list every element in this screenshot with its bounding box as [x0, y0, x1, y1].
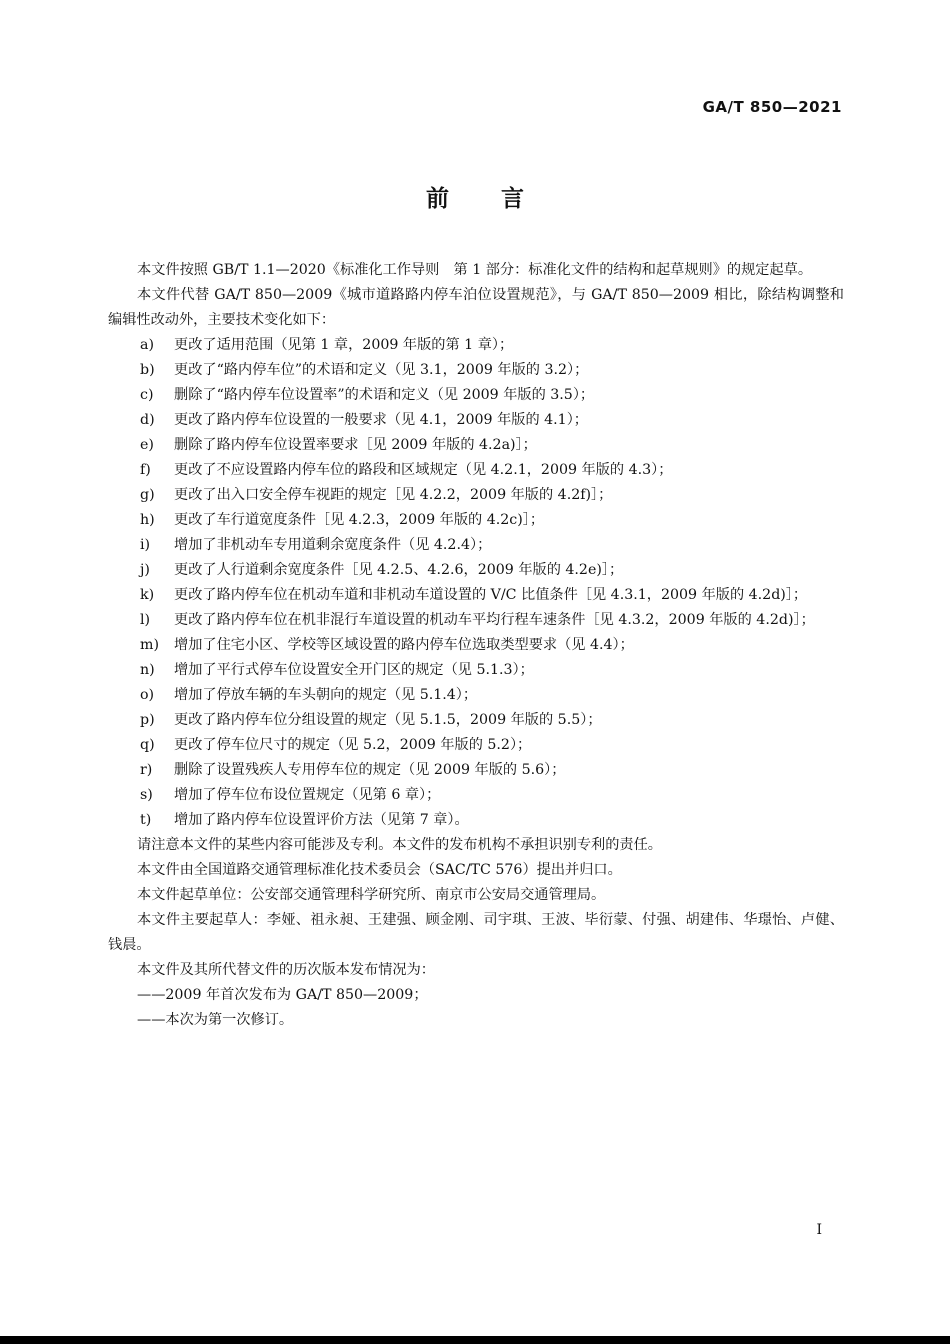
list-item	[108, 533, 844, 558]
list-item	[108, 358, 844, 383]
list-marker: i)	[140, 537, 151, 553]
list-item-text: 更改了路内停车位在机动车道和非机动车道设置的 V/C 比值条件［见 4.3.1，2009 年版的 4.2d)］；	[174, 587, 808, 603]
list-item-text: 删除了设置残疾人专用停车位的规定（见 2009 年版的 5.6）；	[174, 762, 566, 778]
list-marker: k)	[140, 587, 155, 603]
paragraph-replacement: 本文件代替 GA/T 850—2009《城市道路路内停车泊位设置规范》，与 GA/T 850—2009 相比，除结构调整和编辑性改动外，主要技术变化如下：	[108, 287, 844, 328]
list-item-text: 更改了出入口安全停车视距的规定［见 4.2.2，2009 年版的 4.2f)］；	[174, 487, 613, 503]
list-item	[108, 808, 844, 833]
list-marker: t)	[140, 812, 152, 828]
list-marker: r)	[140, 762, 153, 778]
list-item	[108, 633, 844, 658]
list-item	[108, 383, 844, 408]
list-marker: d)	[140, 412, 155, 428]
list-marker: o)	[140, 687, 155, 703]
history-item: ——2009 年首次发布为 GA/T 850—2009；	[137, 987, 428, 1003]
bottom-border	[0, 1336, 950, 1344]
list-marker: h)	[140, 512, 155, 528]
list-marker: a)	[140, 337, 154, 353]
paragraph-history-intro: 本文件及其所代替文件的历次版本发布情况为：	[137, 962, 435, 978]
paragraph-drafters: 本文件主要起草人：李娅、祖永昶、王建强、顾金刚、司宇琪、王波、毕衍蒙、付强、胡建伟、华璟怡、卢健、钱晨。	[108, 912, 844, 953]
list-item-text: 更改了不应设置路内停车位的路段和区域规定（见 4.2.1，2009 年版的 4.3）；	[174, 462, 673, 478]
list-item-text: 更改了路内停车位设置的一般要求（见 4.1，2009 年版的 4.1）；	[174, 412, 588, 428]
list-marker: g)	[140, 487, 155, 503]
list-marker: b)	[140, 362, 155, 378]
list-item	[108, 708, 844, 733]
list-item	[108, 658, 844, 683]
list-marker: m)	[140, 637, 159, 653]
list-item-text: 增加了停放车辆的车头朝向的规定（见 5.1.4）；	[174, 687, 478, 703]
list-marker: e)	[140, 437, 154, 453]
paragraph-drafting-units: 本文件起草单位：公安部交通管理科学研究所、南京市公安局交通管理局。	[137, 887, 606, 903]
list-marker: j)	[140, 562, 150, 578]
list-item	[108, 608, 844, 633]
list-item-text: 更改了停车位尺寸的规定（见 5.2，2009 年版的 5.2）；	[174, 737, 532, 753]
list-marker: l)	[140, 612, 151, 628]
list-marker: q)	[140, 737, 155, 753]
list-item-text: 删除了路内停车位设置率要求［见 2009 年版的 4.2a)］；	[174, 437, 537, 453]
list-item-text: 增加了停车位布设位置规定（见第 6 章）；	[174, 787, 441, 803]
document-body	[108, 258, 844, 1033]
paragraph-patent-notice: 请注意本文件的某些内容可能涉及专利。本文件的发布机构不承担识别专利的责任。	[137, 837, 662, 853]
list-item	[108, 758, 844, 783]
paragraph-drafting-basis: 本文件按照 GB/T 1.1—2020《标准化工作导则 第 1 部分：标准化文件的结构和起草规则》的规定起草。	[137, 262, 813, 278]
list-item	[108, 583, 844, 608]
list-item	[108, 783, 844, 808]
paragraph-proposer: 本文件由全国道路交通管理标准化技术委员会（SAC/TC 576）提出并归口。	[137, 862, 622, 878]
list-item	[108, 333, 844, 358]
list-item-text: 增加了非机动车专用道剩余宽度条件（见 4.2.4）；	[174, 537, 492, 553]
list-marker: c)	[140, 387, 154, 403]
list-item	[108, 458, 844, 483]
list-item	[108, 508, 844, 533]
list-item-text: 更改了路内停车位在机非混行车道设置的机动车平均行程车速条件［见 4.3.2，2009 年版的 4.2d)］；	[174, 612, 815, 628]
list-item-text: 更改了人行道剩余宽度条件［见 4.2.5、4.2.6，2009 年版的 4.2e)］；	[174, 562, 624, 578]
page-title: 前言	[426, 186, 576, 212]
list-item-text: 增加了路内停车位设置评价方法（见第 7 章）。	[174, 812, 469, 828]
page-number: I	[816, 1222, 822, 1238]
list-item-text: 更改了路内停车位分组设置的规定（见 5.1.5，2009 年版的 5.5）；	[174, 712, 602, 728]
list-item-text: 更改了“路内停车位”的术语和定义（见 3.1，2009 年版的 3.2）；	[174, 362, 589, 378]
list-marker: s)	[140, 787, 153, 803]
changes-list	[108, 333, 844, 833]
list-item	[108, 683, 844, 708]
list-marker: f)	[140, 462, 151, 478]
list-item-text: 增加了平行式停车位设置安全开门区的规定（见 5.1.3）；	[174, 662, 534, 678]
list-item	[108, 558, 844, 583]
standard-code: GA/T 850—2021	[702, 98, 842, 116]
list-item	[108, 733, 844, 758]
list-marker: p)	[140, 712, 155, 728]
list-item	[108, 483, 844, 508]
list-marker: n)	[140, 662, 155, 678]
list-item-text: 增加了住宅小区、学校等区域设置的路内停车位选取类型要求（见 4.4）；	[174, 637, 634, 653]
list-item	[108, 408, 844, 433]
list-item-text: 删除了“路内停车位设置率”的术语和定义（见 2009 年版的 3.5）；	[174, 387, 595, 403]
list-item	[108, 433, 844, 458]
history-item: ——本次为第一次修订。	[137, 1012, 294, 1028]
list-item-text: 更改了适用范围（见第 1 章，2009 年版的第 1 章）；	[174, 337, 514, 353]
list-item-text: 更改了车行道宽度条件［见 4.2.3，2009 年版的 4.2c)］；	[174, 512, 545, 528]
